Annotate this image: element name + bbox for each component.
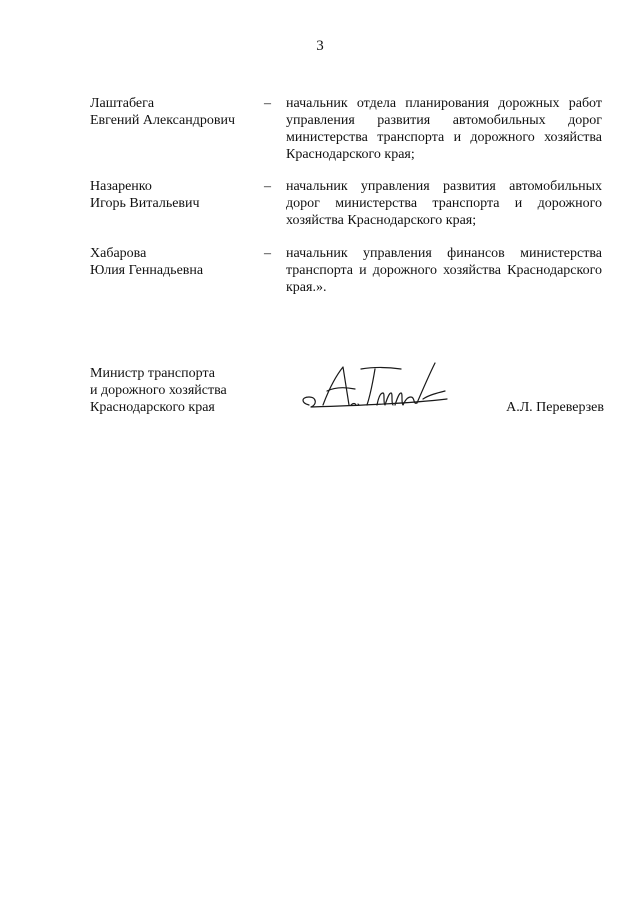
dash-separator: – (264, 179, 271, 194)
signer-title-line: и дорожного хозяйства (90, 383, 227, 398)
staff-name (90, 245, 260, 279)
staff-position: начальник управления финансов министерства транспорта и дорожного хозяйства Краснодарского края.». (286, 246, 602, 295)
staff-position: начальник управления развития автомобильных дорог министерства транспорта и дорожного хозяйства Краснодарского края; (286, 179, 602, 228)
staff-position: начальник отдела планирования дорожных работ управления развития автомобильных дорог министерства транспорта и дорожного хозяйства Краснодарского края; (286, 96, 602, 162)
staff-name (90, 95, 260, 129)
staff-given-names: Евгений Александрович (90, 113, 236, 128)
handwritten-signature (295, 359, 465, 417)
signer-name: А.Л. Переверзев (506, 400, 604, 415)
signature-block (90, 365, 610, 425)
signer-title (90, 365, 290, 416)
dash-separator: – (264, 96, 271, 111)
staff-surname: Хабарова (90, 246, 147, 261)
signer-title-line: Министр транспорта (90, 366, 215, 381)
staff-surname: Лаштабега (90, 96, 155, 111)
staff-given-names: Юлия Геннадьевна (90, 263, 204, 278)
page-number: 3 (316, 38, 324, 54)
staff-name (90, 178, 260, 212)
dash-separator: – (264, 246, 271, 261)
staff-surname: Назаренко (90, 179, 152, 194)
staff-given-names: Игорь Витальевич (90, 196, 200, 211)
signer-title-line: Краснодарского края (90, 400, 215, 415)
